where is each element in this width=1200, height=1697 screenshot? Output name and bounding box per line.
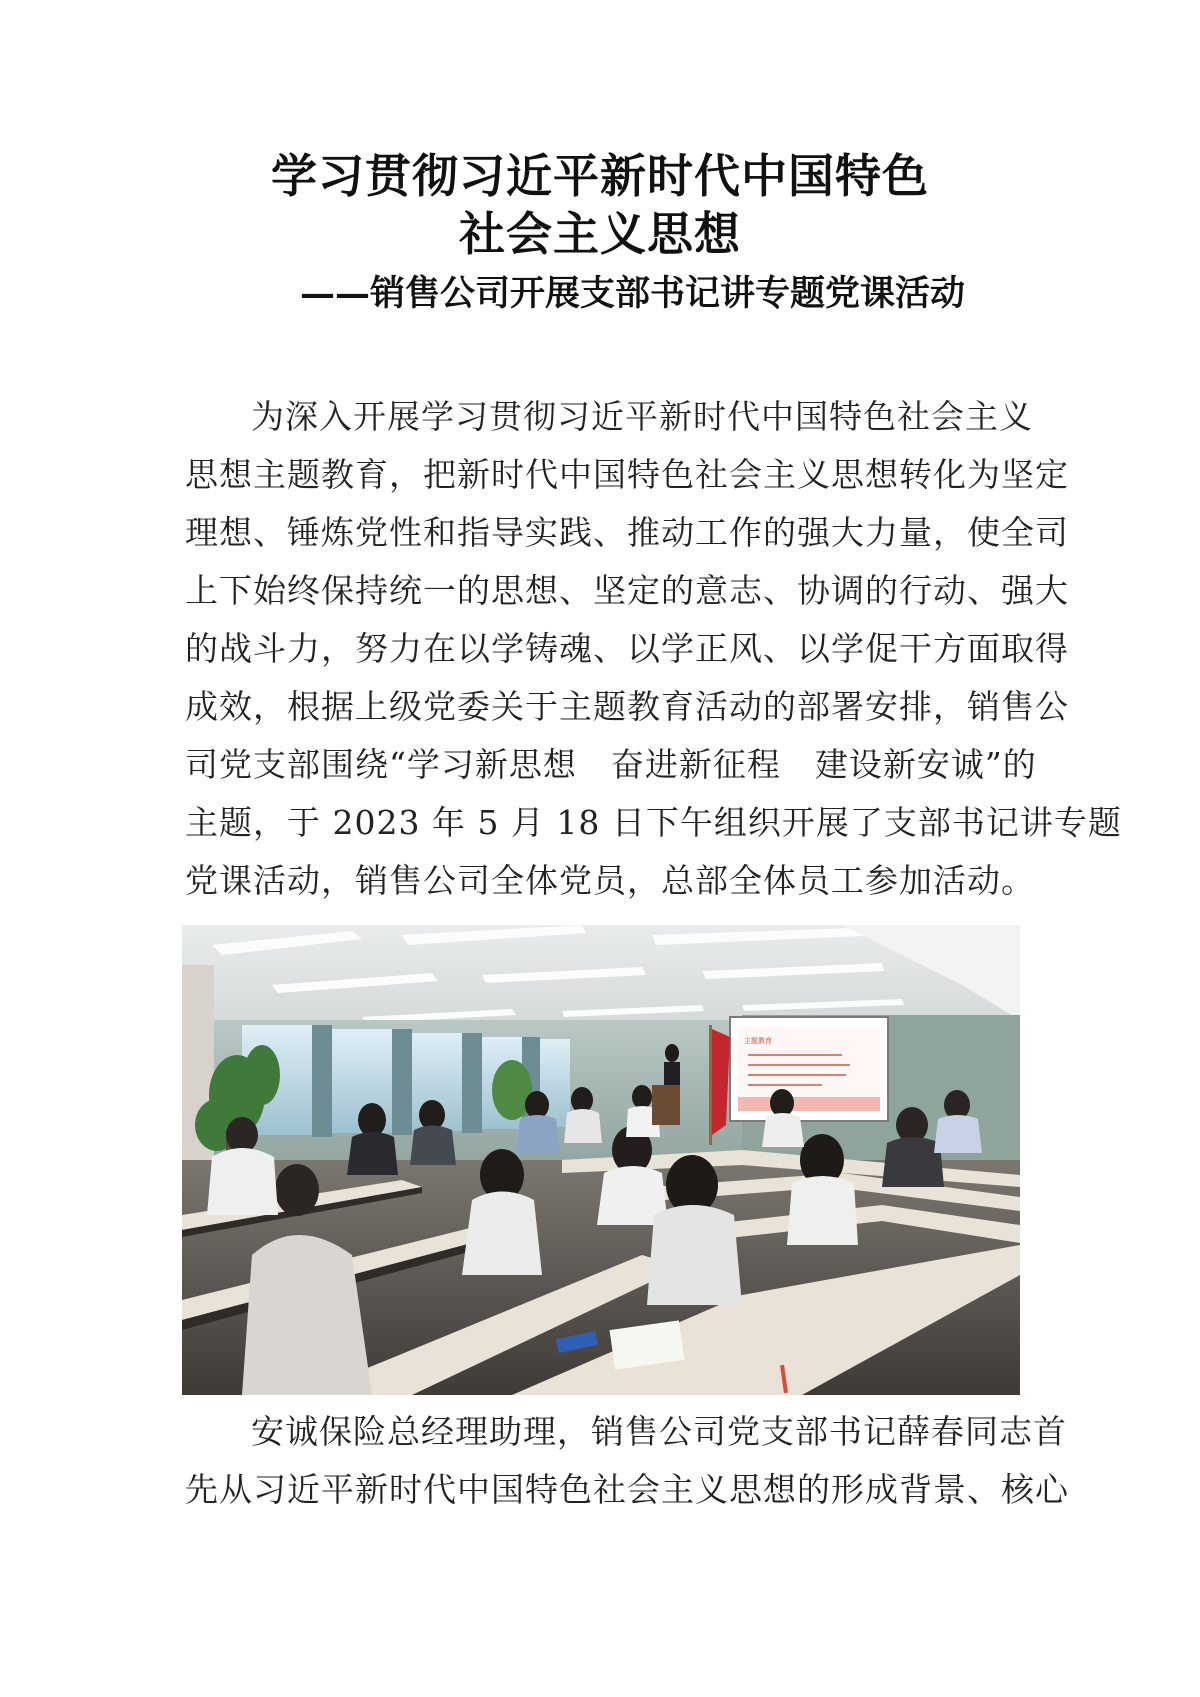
event-photo — [182, 925, 1020, 1395]
paragraph-1-line: 党课活动，销售公司全体党员，总部全体员工参加活动。 — [185, 861, 1035, 900]
paragraph-1-line: 为深入开展学习贯彻习近平新时代中国特色社会主义 — [251, 397, 1033, 436]
paragraph-1 — [185, 388, 1122, 910]
paragraph-1-line: 司党支部围绕“学习新思想 奋进新征程 建设新安诚”的 — [185, 745, 1037, 784]
paragraph-2-line: 先从习近平新时代中国特色社会主义思想的形成背景、核心 — [185, 1470, 1069, 1509]
article-title-line-1: 学习贯彻习近平新时代中国特色 — [271, 149, 929, 203]
paragraph-1-line: 的战斗力，努力在以学铸魂、以学正风、以学促干方面取得 — [185, 629, 1069, 668]
paragraph-1-line: 成效，根据上级党委关于主题教育活动的部署安排，销售公 — [185, 687, 1069, 726]
paragraph-1-line: 上下始终保持统一的思想、坚定的意志、协调的行动、强大 — [185, 571, 1069, 610]
article-subtitle: ——销售公司开展支部书记讲专题党课活动 — [300, 273, 966, 314]
screen-heading: 主题教育 — [744, 1037, 772, 1045]
paragraph-1-line: 思想主题教育，把新时代中国特色社会主义思想转化为坚定 — [185, 455, 1069, 494]
paragraph-1-line: 理想、锤炼党性和指导实践、推动工作的强大力量，使全司 — [185, 513, 1069, 552]
article-title-line-2: 社会主义思想 — [459, 207, 741, 261]
paragraph-1-line: 主题，于 2023 年 5 月 18 日下午组织开展了支部书记讲专题 — [185, 803, 1122, 842]
paragraph-2 — [185, 1403, 1069, 1519]
paragraph-2-line: 安诚保险总经理助理，销售公司党支部书记薛春同志首 — [251, 1412, 1067, 1451]
